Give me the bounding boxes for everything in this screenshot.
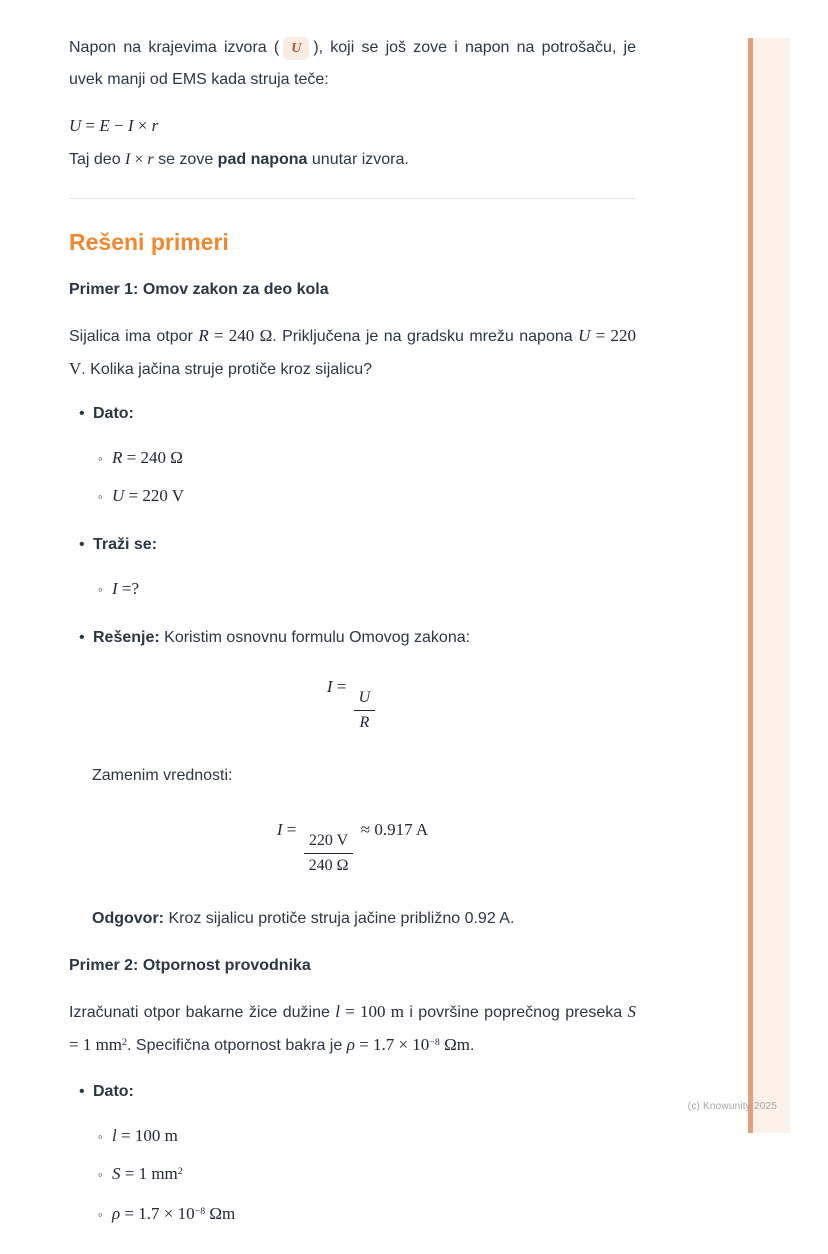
math-value: = 1 mm	[120, 1163, 178, 1183]
math-op: ≈	[356, 819, 375, 839]
voltage-symbol-badge	[283, 37, 309, 60]
formula-ohm-law	[69, 677, 636, 732]
list-item	[93, 447, 636, 470]
math-op: =	[81, 116, 100, 135]
math-var: I	[127, 116, 134, 135]
math-var: U	[69, 116, 82, 135]
dato-sublist	[93, 447, 636, 508]
note-text: Taj deo	[69, 151, 126, 168]
fraction-numerator: U	[354, 689, 376, 711]
fraction	[304, 832, 354, 875]
math-op: =	[332, 677, 351, 696]
math-value: = 240 Ω	[208, 326, 273, 345]
math-var: ρ	[346, 1034, 355, 1054]
right-accent-band	[748, 38, 790, 1133]
trazi-label: Traži se:	[93, 536, 158, 553]
math-value: = 100 m	[340, 1001, 404, 1021]
math-var: r	[147, 151, 154, 168]
math-var: I	[125, 151, 131, 168]
math-var: S	[627, 1001, 637, 1021]
list-item-dato	[69, 403, 636, 508]
intro-text-after: ), koji se još zove i napon na potrošaču, je uvek manji od EMS kada struja teče:	[69, 39, 636, 88]
list-item-dato	[69, 1081, 636, 1228]
list-item-resenje	[69, 627, 636, 649]
math-op: ×	[130, 151, 148, 168]
zamenim-text: Zamenim vrednosti:	[92, 766, 233, 784]
primer1-problem	[69, 320, 636, 386]
math-op: −	[109, 116, 128, 135]
math-value: =?	[117, 579, 140, 598]
fraction-denominator: 240 Ω	[308, 856, 349, 874]
list-item	[93, 1203, 636, 1228]
odgovor-label: Odgovor:	[92, 909, 164, 927]
dato-label: Dato:	[93, 1082, 134, 1100]
math-value: = 1.7 × 10	[354, 1034, 430, 1054]
voltage-drop-note	[69, 144, 636, 176]
math-superscript: −8	[194, 1206, 206, 1218]
primer2-heading: Primer 2: Otpornost provodnika	[69, 956, 311, 974]
math-value: = 240 Ω	[122, 448, 183, 467]
document-content	[69, 0, 636, 1254]
fraction	[354, 689, 376, 732]
math-var: R	[112, 448, 123, 467]
math-var: S	[112, 1163, 121, 1183]
copyright-notice: (c) Knowunity 2025	[687, 1101, 777, 1112]
math-value: Ωm	[205, 1203, 236, 1223]
odgovor-text: Kroz sijalicu protiče struja jačine približno 0.92 A.	[164, 909, 515, 927]
math-var: l	[112, 1125, 117, 1145]
note-text: se zove	[153, 151, 218, 168]
math-value: = 1 mm	[69, 1034, 123, 1054]
math-var: I	[326, 677, 333, 696]
math-var: I	[276, 819, 283, 839]
math-value: = 100 m	[116, 1125, 178, 1145]
primer1-list	[69, 403, 636, 649]
math-var: R	[198, 326, 209, 345]
fraction-numerator: 220 V	[304, 832, 353, 854]
intro-paragraph	[69, 32, 636, 96]
formula-emf	[69, 114, 636, 138]
list-item-trazi	[69, 534, 636, 601]
math-value: = 220 V	[69, 326, 636, 378]
section-title: Rešeni primeri	[69, 229, 229, 255]
problem-text: i površine poprečnog preseka	[403, 1003, 628, 1021]
primer2-list	[69, 1081, 636, 1228]
list-item	[93, 578, 636, 601]
problem-text: . Specifična otpornost bakra je	[127, 1036, 347, 1054]
math-var: ρ	[112, 1203, 121, 1223]
badge-label: U	[291, 41, 302, 56]
fraction-denominator: R	[359, 713, 370, 731]
list-item	[93, 485, 636, 508]
math-op: ×	[133, 116, 152, 135]
math-superscript: 2	[177, 1166, 183, 1178]
problem-text: Izračunati otpor bakarne žice dužine	[69, 1003, 336, 1021]
math-var: U	[578, 326, 591, 345]
math-value: = 220 V	[124, 486, 185, 505]
primer2-problem	[69, 996, 636, 1064]
math-value: Ωm	[439, 1034, 470, 1054]
math-var: E	[99, 116, 110, 135]
math-var: I	[112, 579, 118, 598]
formula-calculation	[69, 820, 636, 875]
math-value: = 1.7 × 10	[120, 1203, 195, 1223]
dato-label: Dato:	[93, 405, 134, 422]
problem-text: .	[469, 1036, 475, 1054]
primer1-heading: Primer 1: Omov zakon za deo kola	[69, 281, 329, 298]
problem-text: Sijalica ima otpor	[69, 328, 199, 345]
math-result: 0.917 A	[374, 819, 429, 839]
math-op: =	[282, 819, 301, 839]
problem-text: . Kolika jačina struje protiče kroz sijalicu?	[81, 361, 373, 378]
math-var: r	[151, 116, 159, 135]
intro-text-before: Napon na krajevima izvora (	[69, 39, 280, 56]
list-item	[93, 1163, 636, 1188]
section-divider	[69, 198, 636, 199]
math-var: l	[335, 1001, 340, 1021]
resenje-label: Rešenje:	[93, 629, 160, 646]
list-item	[93, 1125, 636, 1148]
math-superscript: 2	[122, 1037, 127, 1049]
trazi-sublist	[93, 578, 636, 601]
resenje-text: Koristim osnovnu formulu Omovog zakona:	[159, 629, 471, 646]
math-var: U	[112, 486, 125, 505]
dato-sublist	[93, 1125, 636, 1228]
problem-text: . Priključena je na gradsku mrežu napona	[272, 328, 579, 345]
odgovor-line	[92, 903, 636, 935]
note-bold-term: pad napona	[217, 151, 308, 168]
note-text: unutar izvora.	[307, 151, 409, 168]
math-superscript: −8	[429, 1037, 440, 1049]
